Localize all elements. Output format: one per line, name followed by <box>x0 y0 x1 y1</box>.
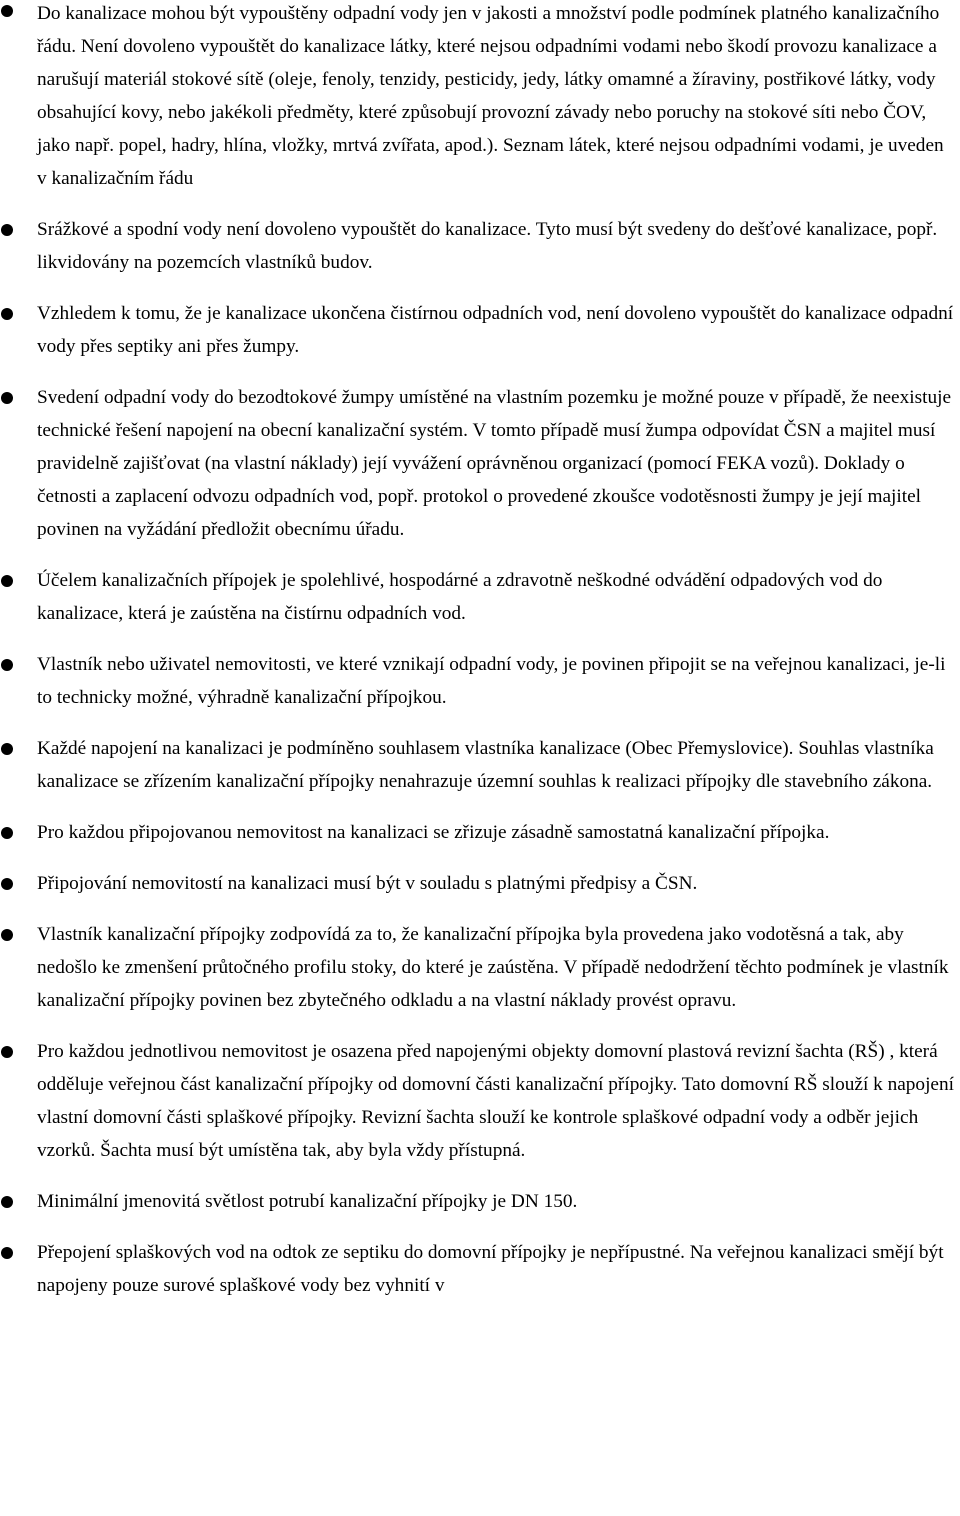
bullet-icon <box>1 575 13 587</box>
bullet-icon <box>1 5 13 17</box>
list-item-text: Pro každou jednotlivou nemovitost je osazena před napojenými objekty domovní plastová revizní šachta (RŠ) , která odděluje veřejnou část kanalizační přípojky od domovní části kanalizační přípojky. Tato domovní RŠ slouží k napojení vlastní domovní části splaškové přípojky. Revizní šachta slouží ke kontrole splaškové odpadní vody a odběr jejich vzorků. Šachta musí být umístěna tak, aby byla vždy přístupná. <box>37 1041 954 1161</box>
list-item-text: Účelem kanalizačních přípojek je spolehlivé, hospodárné a zdravotně neškodné odvádění odpadových vod do kanalizace, která je zaústěna na čistírnu odpadních vod. <box>37 570 883 624</box>
list-item-text: Každé napojení na kanalizaci je podmíněno souhlasem vlastníka kanalizace (Obec Přemyslovice). Souhlas vlastníka kanalizace se zřízením kanalizační přípojky nenahrazuje územní souhlas k realizaci přípojky dle stavebního zákona. <box>37 738 934 792</box>
list-item-text: Vzhledem k tomu, že je kanalizace ukončena čistírnou odpadních vod, není dovoleno vypouštět do kanalizace odpadní vody přes septiky ani přes žumpy. <box>37 303 954 357</box>
list-item <box>0 1035 960 1167</box>
list-item <box>0 816 960 849</box>
bullet-icon <box>1 308 13 320</box>
list-item-text: Přepojení splaškových vod na odtok ze septiku do domovní přípojky je nepřípustné. Na veřejnou kanalizaci smějí být napojeny pouze surové splaškové vody bez vyhnití v <box>37 1242 944 1296</box>
list-item <box>0 297 960 363</box>
list-item-text: Vlastník kanalizační přípojky zodpovídá za to, že kanalizační přípojka byla provedena jako vodotěsná a tak, aby nedošlo ke zmenšení průtočného profilu stoky, do které je zaústěna. V případě nedodržení těchto podmínek je vlastník kanalizační přípojky povinen bez zbytečného odkladu a na vlastní náklady provést opravu. <box>37 924 949 1011</box>
list-item-text: Minimální jmenovitá světlost potrubí kanalizační přípojky je DN 150. <box>37 1191 578 1212</box>
list-item <box>0 648 960 714</box>
list-item <box>0 381 960 546</box>
list-item-text: Připojování nemovitostí na kanalizaci musí být v souladu s platnými předpisy a ČSN. <box>37 873 698 894</box>
bullet-icon <box>1 743 13 755</box>
list-item-text: Svedení odpadní vody do bezodtokové žumpy umístěné na vlastním pozemku je možné pouze v případě, že neexistuje technické řešení napojení na obecní kanalizační systém. V tomto případě musí žumpa odpovídat ČSN a majitel musí pravidelně zajišťovat (na vlastní náklady) její vyvážení oprávněnou organizací (pomocí FEKA vozů). Doklady o četnosti a zaplacení odvozu odpadních vod, popř. protokol o provedené zkoušce vodotěsnosti žumpy je její majitel povinen na vyžádání předložit obecnímu úřadu. <box>37 387 952 540</box>
list-item <box>0 867 960 900</box>
bullet-icon <box>1 878 13 890</box>
list-item <box>0 918 960 1017</box>
bullet-icon <box>1 827 13 839</box>
list-item <box>0 564 960 630</box>
list-item <box>0 213 960 279</box>
bullet-icon <box>1 1046 13 1058</box>
list-item <box>0 1185 960 1218</box>
bullet-icon <box>1 224 13 236</box>
bullet-icon <box>1 1196 13 1208</box>
list-item-text: Vlastník nebo uživatel nemovitosti, ve které vznikají odpadní vody, je povinen připojit se na veřejnou kanalizaci, je-li to technicky možné, výhradně kanalizační přípojkou. <box>37 654 946 708</box>
list-item <box>0 0 960 195</box>
bullet-icon <box>1 929 13 941</box>
bullet-icon <box>1 659 13 671</box>
list-item <box>0 732 960 798</box>
list-item <box>0 1236 960 1302</box>
list-item-text: Do kanalizace mohou být vypouštěny odpadní vody jen v jakosti a množství podle podmínek platného kanalizačního řádu. Není dovoleno vypouštět do kanalizace látky, které nejsou odpadními vodami nebo škodí provozu kanalizace a narušují materiál stokové sítě (oleje, fenoly, tenzidy, pesticidy, jedy, látky omamné a žíraviny, postřikové látky, vody obsahující kovy, nebo jakékoli předměty, které způsobují provozní závady nebo poruchy na stokové síti nebo ČOV, jako např. popel, hadry, hlína, vložky, mrtvá zvířata, apod.). Seznam látek, které nejsou odpadními vodami, je uveden v kanalizačním řádu <box>37 3 944 189</box>
list-item-text: Srážkové a spodní vody není dovoleno vypouštět do kanalizace. Tyto musí být svedeny do dešťové kanalizace, popř. likvidovány na pozemcích vlastníků budov. <box>37 219 938 273</box>
bullet-icon <box>1 392 13 404</box>
bullet-icon <box>1 1247 13 1259</box>
list-item-text: Pro každou připojovanou nemovitost na kanalizaci se zřizuje zásadně samostatná kanalizační přípojka. <box>37 822 830 843</box>
